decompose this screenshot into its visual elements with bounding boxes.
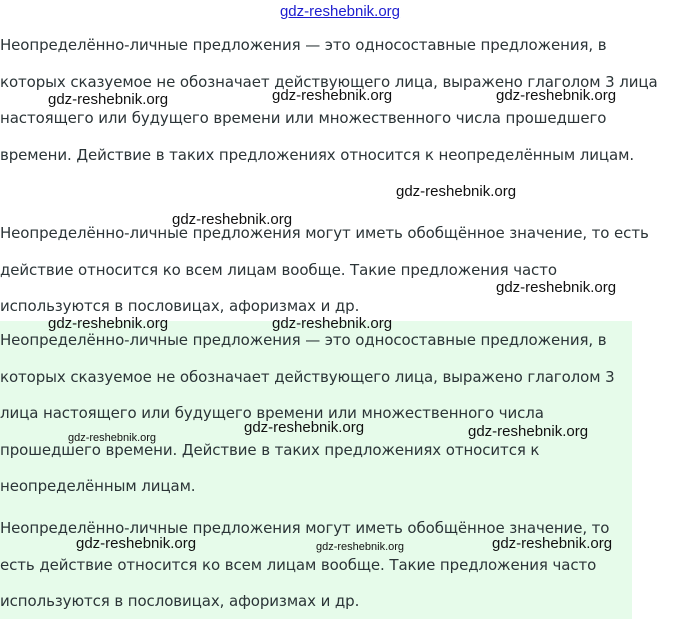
watermark: gdz-reshebnik.org bbox=[172, 211, 293, 228]
generalized-meaning-paragraph: Неопределённо-личные предложения могут иметь обобщённое значение, то есть действие относится ко всем лицам вообще. Такие предложения часто используются в пословицах, афоризмах и др. bbox=[0, 224, 649, 315]
definition-paragraph: Неопределённо-личные предложения — это односоставные предложения, в которых сказуемое не обозначает действующего лица, выражено глаголом 3 лица настоящего или будущего времени или множественного числа прошедшего времени. Действие в таких предложениях относится к неопределённым лицам. bbox=[0, 36, 658, 164]
watermark: gdz-reshebnik.org bbox=[496, 87, 617, 104]
watermark: gdz-reshebnik.org bbox=[244, 419, 365, 436]
watermark: gdz-reshebnik.org bbox=[316, 541, 405, 553]
watermark: gdz-reshebnik.org bbox=[48, 315, 169, 332]
watermark: gdz-reshebnik.org bbox=[68, 432, 157, 444]
watermark: gdz-reshebnik.org bbox=[396, 183, 517, 200]
watermark: gdz-reshebnik.org bbox=[48, 91, 169, 108]
site-header-link[interactable]: gdz-reshebnik.org bbox=[279, 3, 401, 20]
watermark: gdz-reshebnik.org bbox=[272, 87, 393, 104]
highlighted-generalized-paragraph: Неопределённо-личные предложения могут иметь обобщённое значение, то есть действие относится ко всем лицам вообще. Такие предложения часто используются в пословицах, афоризмах и др. bbox=[0, 519, 610, 610]
watermark: gdz-reshebnik.org bbox=[272, 315, 393, 332]
highlighted-definition-paragraph: Неопределённо-личные предложения — это односоставные предложения, в которых сказуемое не обозначает действующего лица, выражено глаголом 3 лица настоящего или будущего времени или множественного числа прошедшего времени. Действие в таких предложениях относится к неопределённым лицам. bbox=[0, 331, 615, 495]
watermark: gdz-reshebnik.org bbox=[76, 535, 197, 552]
watermark: gdz-reshebnik.org bbox=[492, 535, 613, 552]
watermark: gdz-reshebnik.org bbox=[496, 279, 617, 296]
watermark: gdz-reshebnik.org bbox=[468, 423, 589, 440]
